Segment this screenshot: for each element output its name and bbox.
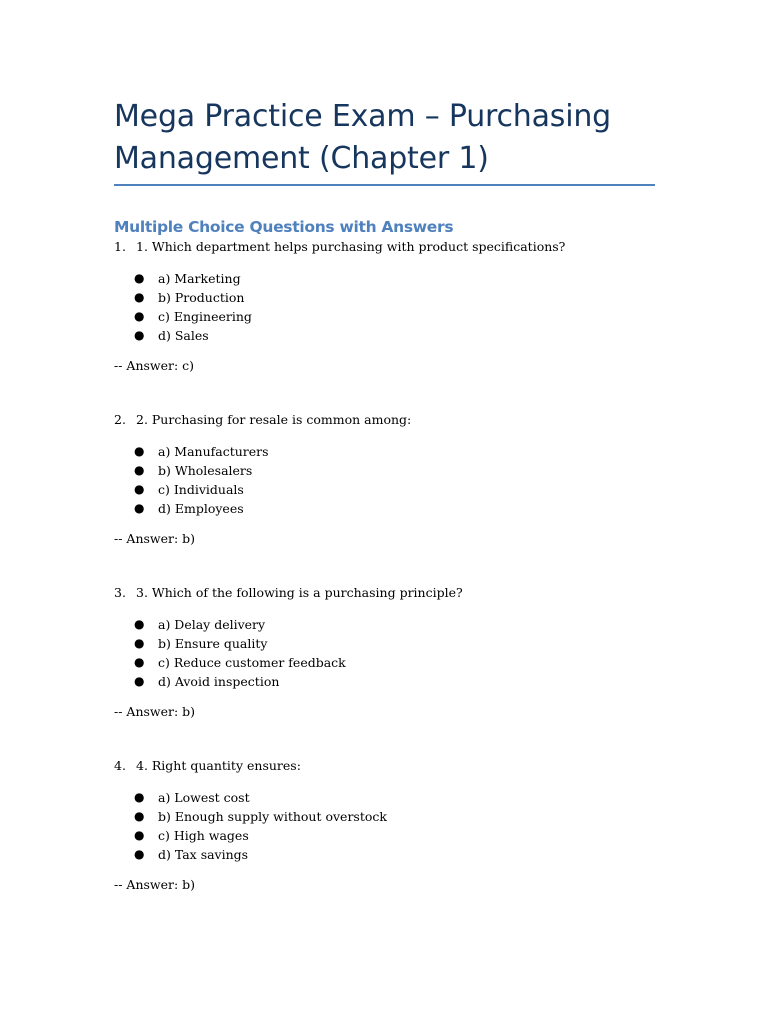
bullet-icon: ● — [134, 328, 145, 342]
bullet-icon: ● — [134, 501, 145, 515]
bullet-icon: ● — [134, 674, 145, 688]
option-item — [114, 442, 656, 461]
option-label: b) Production — [158, 290, 245, 305]
option-item — [114, 653, 656, 672]
question-block-3 — [114, 585, 656, 720]
option-item — [114, 845, 656, 864]
question-number: 2. — [114, 412, 126, 427]
option-label: c) Engineering — [158, 309, 252, 324]
option-label: b) Wholesalers — [158, 463, 253, 478]
option-label: a) Lowest cost — [158, 790, 250, 805]
question-stem: 2. Purchasing for resale is common among: — [136, 412, 412, 427]
option-item — [114, 807, 656, 826]
option-list — [114, 788, 656, 864]
option-item — [114, 307, 656, 326]
option-label: a) Marketing — [158, 271, 241, 286]
option-item — [114, 615, 656, 634]
question-stem: 4. Right quantity ensures: — [136, 758, 301, 773]
answer-text: -- Answer: b) — [114, 704, 196, 719]
bullet-icon: ● — [134, 617, 145, 631]
option-label: a) Delay delivery — [158, 617, 266, 632]
option-item — [114, 634, 656, 653]
bullet-icon: ● — [134, 809, 145, 823]
option-label: c) Individuals — [158, 482, 244, 497]
answer-text: -- Answer: c) — [114, 358, 195, 373]
bullet-icon: ● — [134, 482, 145, 496]
question-block-2 — [114, 412, 656, 547]
option-label: c) Reduce customer feedback — [158, 655, 346, 670]
title-underline — [114, 184, 655, 186]
option-item — [114, 326, 656, 345]
bullet-icon: ● — [134, 309, 145, 323]
question-text — [114, 758, 656, 774]
option-label: d) Tax savings — [158, 847, 249, 862]
question-stem: 1. Which department helps purchasing with product specifications? — [136, 239, 566, 254]
question-block-1 — [114, 239, 656, 374]
option-list — [114, 615, 656, 691]
option-item — [114, 672, 656, 691]
bullet-icon: ● — [134, 636, 145, 650]
question-text — [114, 412, 656, 428]
option-item — [114, 499, 656, 518]
option-label: d) Employees — [158, 501, 244, 516]
option-item — [114, 288, 656, 307]
option-item — [114, 480, 656, 499]
bullet-icon: ● — [134, 790, 145, 804]
section-heading: Multiple Choice Questions with Answers — [114, 218, 454, 236]
option-label: d) Avoid inspection — [158, 674, 280, 689]
bullet-icon: ● — [134, 847, 145, 861]
option-list — [114, 269, 656, 345]
option-item — [114, 788, 656, 807]
document-title: Mega Practice Exam – Purchasing Management (Chapter 1) — [114, 99, 612, 176]
option-item — [114, 269, 656, 288]
bullet-icon: ● — [134, 655, 145, 669]
question-text — [114, 585, 656, 601]
document-page — [114, 96, 656, 237]
option-label: b) Ensure quality — [158, 636, 268, 651]
bullet-icon: ● — [134, 290, 145, 304]
option-item — [114, 461, 656, 480]
option-label: c) High wages — [158, 828, 249, 843]
option-label: a) Manufacturers — [158, 444, 269, 459]
question-text — [114, 239, 656, 255]
bullet-icon: ● — [134, 828, 145, 842]
answer-text: -- Answer: b) — [114, 877, 196, 892]
option-label: b) Enough supply without overstock — [158, 809, 387, 824]
bullet-icon: ● — [134, 444, 145, 458]
question-number: 3. — [114, 585, 126, 600]
question-number: 4. — [114, 758, 126, 773]
option-label: d) Sales — [158, 328, 209, 343]
bullet-icon: ● — [134, 271, 145, 285]
bullet-icon: ● — [134, 463, 145, 477]
question-block-4 — [114, 758, 656, 893]
question-stem: 3. Which of the following is a purchasing principle? — [136, 585, 463, 600]
answer-text: -- Answer: b) — [114, 531, 196, 546]
option-list — [114, 442, 656, 518]
option-item — [114, 826, 656, 845]
question-number: 1. — [114, 239, 126, 254]
